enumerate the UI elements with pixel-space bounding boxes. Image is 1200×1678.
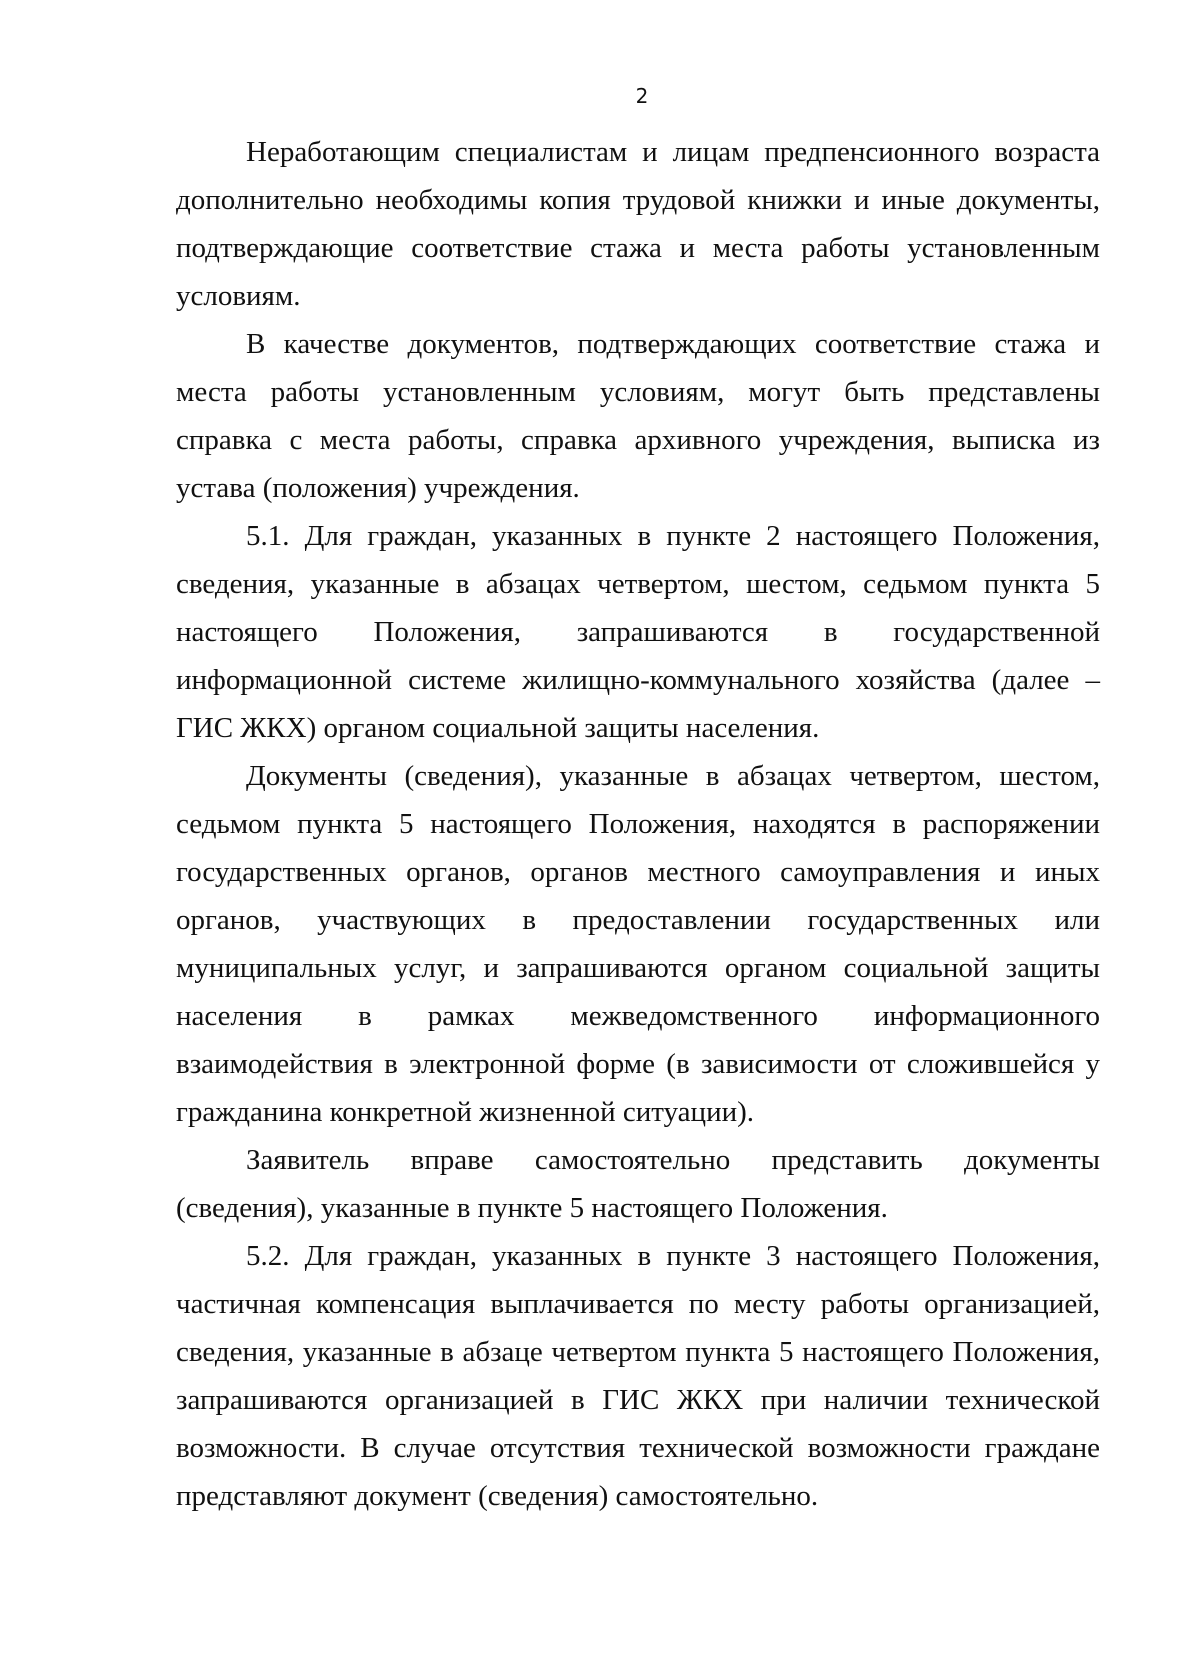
- paragraph-documents-held-by-agencies: Документы (сведения), указанные в абзацах четвертом, шестом, седьмом пункта 5 настоящего Положения, находятся в распоряжении государственных органов, органов местного самоуправления и иных органов, участвующих в предоставлении государственных или муниципальных услуг, и запрашиваются органом социальной защиты населения в рамках межведомственного информационного взаимодействия в электронной форме (в зависимости от сложившейся у гражданина конкретной жизненной ситуации).: [176, 760, 1100, 1128]
- paragraph-confirming-documents: В качестве документов, подтверждающих соответствие стажа и места работы установленным условиям, могут быть представлены справка с места работы, справка архивного учреждения, выписка из устава (положения) учреждения.: [176, 328, 1100, 504]
- paragraph-unemployed-specialists: Неработающим специалистам и лицам предпенсионного возраста дополнительно необходимы копия трудовой книжки и иные документы, подтверждающие соответствие стажа и места работы установленным условиям.: [176, 136, 1100, 312]
- paragraph-applicant-right: Заявитель вправе самостоятельно представить документы (сведения), указанные в пункте 5 настоящего Положения.: [176, 1144, 1100, 1224]
- paragraph-section-5-2: 5.2. Для граждан, указанных в пункте 3 настоящего Положения, частичная компенсация выплачивается по месту работы организацией, сведения, указанные в абзаце четвертом пункта 5 настоящего Положения, запрашиваются организацией в ГИС ЖКХ при наличии технической возможности. В случае отсутствия технической возможности граждане представляют документ (сведения) самостоятельно.: [176, 1240, 1100, 1512]
- page-number: 2: [635, 84, 649, 108]
- document-body: [176, 128, 1100, 1520]
- paragraph-section-5-1: 5.1. Для граждан, указанных в пункте 2 настоящего Положения, сведения, указанные в абзацах четвертом, шестом, седьмом пункта 5 настоящего Положения, запрашиваются в государственной информационной системе жилищно-коммунального хозяйства (далее – ГИС ЖКХ) органом социальной защиты населения.: [176, 520, 1100, 744]
